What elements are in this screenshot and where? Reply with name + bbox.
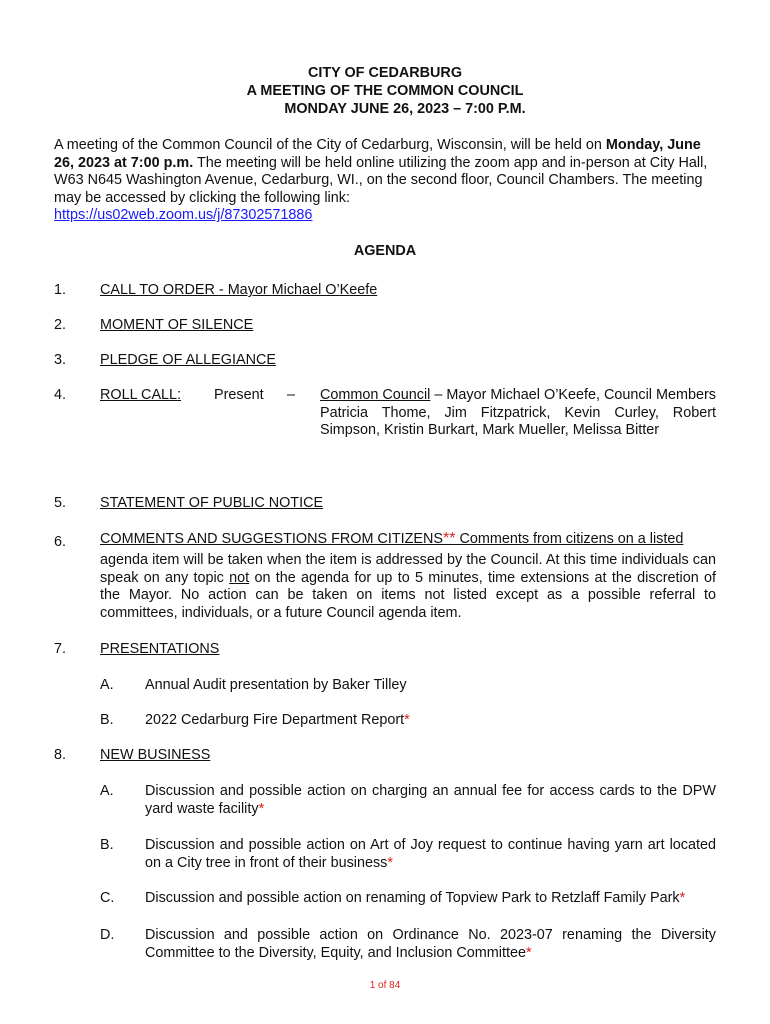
asterisk: * bbox=[679, 890, 686, 906]
subitem-label: C. bbox=[100, 890, 115, 906]
notice-text-2: The meeting will be held online utilizing the zoom app and in-person at City Hall, W63 N645 Washington Avenue, Cedarburg, WI., on the second floor, Council Chambers. The meeting may be accessed by clicking the following link: bbox=[54, 154, 708, 206]
members-list: – Mayor Michael O’Keefe, Council Members Patricia Thome, Jim Fitzpatrick, Kevin Curley, Robert Simpson, Kristin Burkart, Mark Mueller, Melissa Bitter bbox=[320, 387, 716, 439]
comments-lead: Comments from citizens on a listed bbox=[455, 531, 684, 547]
page-number: 1 of 84 bbox=[369, 980, 401, 991]
item-number: 4. bbox=[54, 387, 67, 403]
subitem-label: B. bbox=[100, 712, 114, 728]
asterisk: * bbox=[404, 712, 410, 728]
item-detail: - Mayor Michael O’Keefe bbox=[218, 282, 378, 298]
council-label: Common Council bbox=[320, 387, 431, 403]
subitem-park-rename bbox=[145, 890, 716, 908]
item-moment-of-silence: MOMENT OF SILENCE bbox=[100, 317, 254, 333]
comments-description bbox=[100, 552, 716, 622]
item-title: ROLL CALL bbox=[100, 387, 178, 403]
subitem-access-cards bbox=[145, 783, 716, 818]
subitem-yarn-art bbox=[145, 837, 716, 872]
meeting-date: MONDAY JUNE 26, 2023 – 7:00 P.M. bbox=[284, 101, 526, 117]
item-number: 8. bbox=[54, 747, 67, 763]
item-number: 1. bbox=[54, 282, 67, 298]
asterisk: * bbox=[258, 800, 265, 817]
subitem-text: Discussion and possible action on renaming of Topview Park to Retzlaff Family Park bbox=[145, 890, 680, 906]
subitem-audit: Annual Audit presentation by Baker Tilley bbox=[145, 677, 407, 693]
roll-call-members bbox=[320, 387, 716, 440]
city-title: CITY OF CEDARBURG bbox=[307, 65, 463, 81]
notice-date: Monday, June 26, 2023 at 7:00 p.m. bbox=[54, 137, 701, 171]
notice-text: A meeting of the Common Council of the City of Cedarburg, Wisconsin, will be held on bbox=[54, 137, 606, 153]
subitem-label: A. bbox=[100, 677, 114, 693]
subitem-fire-report bbox=[145, 712, 716, 730]
comments-text: agenda item will be taken when the item is addressed by the Council. At this time individuals can speak on any topic bbox=[100, 552, 716, 586]
subitem-text: Discussion and possible action on Art of Joy request to continue having yarn art located on a City tree in front of their business bbox=[145, 837, 716, 871]
item-number: 3. bbox=[54, 352, 67, 368]
meeting-notice bbox=[54, 137, 716, 225]
item-citizen-comments bbox=[100, 530, 683, 549]
item-number: 6. bbox=[54, 534, 67, 550]
not-emphasis: not bbox=[229, 569, 250, 586]
subitem-text: Discussion and possible action on charging an annual fee for access cards to the DPW yard waste facility bbox=[145, 783, 716, 817]
subitem-label: A. bbox=[100, 783, 114, 799]
asterisk: * bbox=[525, 944, 532, 961]
subitem-label: B. bbox=[100, 837, 114, 853]
asterisk: * bbox=[387, 854, 393, 871]
subitem-dei-committee bbox=[145, 927, 716, 962]
double-asterisk: ** bbox=[443, 530, 456, 547]
zoom-link[interactable]: https://us02web.zoom.us/j/87302571886 bbox=[54, 207, 313, 224]
item-title: COMMENTS AND SUGGESTIONS FROM CITIZENS bbox=[100, 531, 443, 547]
item-new-business: NEW BUSINESS bbox=[100, 747, 211, 763]
subitem-text: Discussion and possible action on Ordinance No. 2023-07 renaming the Diversity Committee to the Diversity, Equity, and Inclusion Committee bbox=[145, 927, 716, 961]
meeting-title: A MEETING OF THE COMMON COUNCIL bbox=[246, 83, 524, 99]
item-number: 5. bbox=[54, 495, 67, 511]
item-pledge: PLEDGE OF ALLEGIANCE bbox=[100, 352, 276, 368]
item-roll-call bbox=[100, 387, 181, 405]
subitem-label: D. bbox=[100, 927, 115, 943]
comments-text-2: on the agenda for up to 5 minutes, time extensions at the discretion of the Mayor. No action can be taken on items not listed except as a possible referral to committees, individuals, or a future Council agenda item. bbox=[100, 569, 716, 621]
agenda-heading: AGENDA bbox=[353, 243, 417, 259]
item-number: 7. bbox=[54, 641, 67, 657]
roll-call-present: Present bbox=[214, 387, 264, 403]
item-number: 2. bbox=[54, 317, 67, 333]
colon: : bbox=[177, 387, 182, 403]
subitem-text: 2022 Cedarburg Fire Department Report bbox=[145, 712, 405, 728]
item-call-to-order bbox=[100, 282, 377, 300]
item-title: CALL TO ORDER bbox=[100, 282, 219, 298]
item-public-notice: STATEMENT OF PUBLIC NOTICE bbox=[100, 495, 324, 511]
roll-call-dash: – bbox=[287, 387, 296, 403]
item-presentations: PRESENTATIONS bbox=[100, 641, 220, 657]
